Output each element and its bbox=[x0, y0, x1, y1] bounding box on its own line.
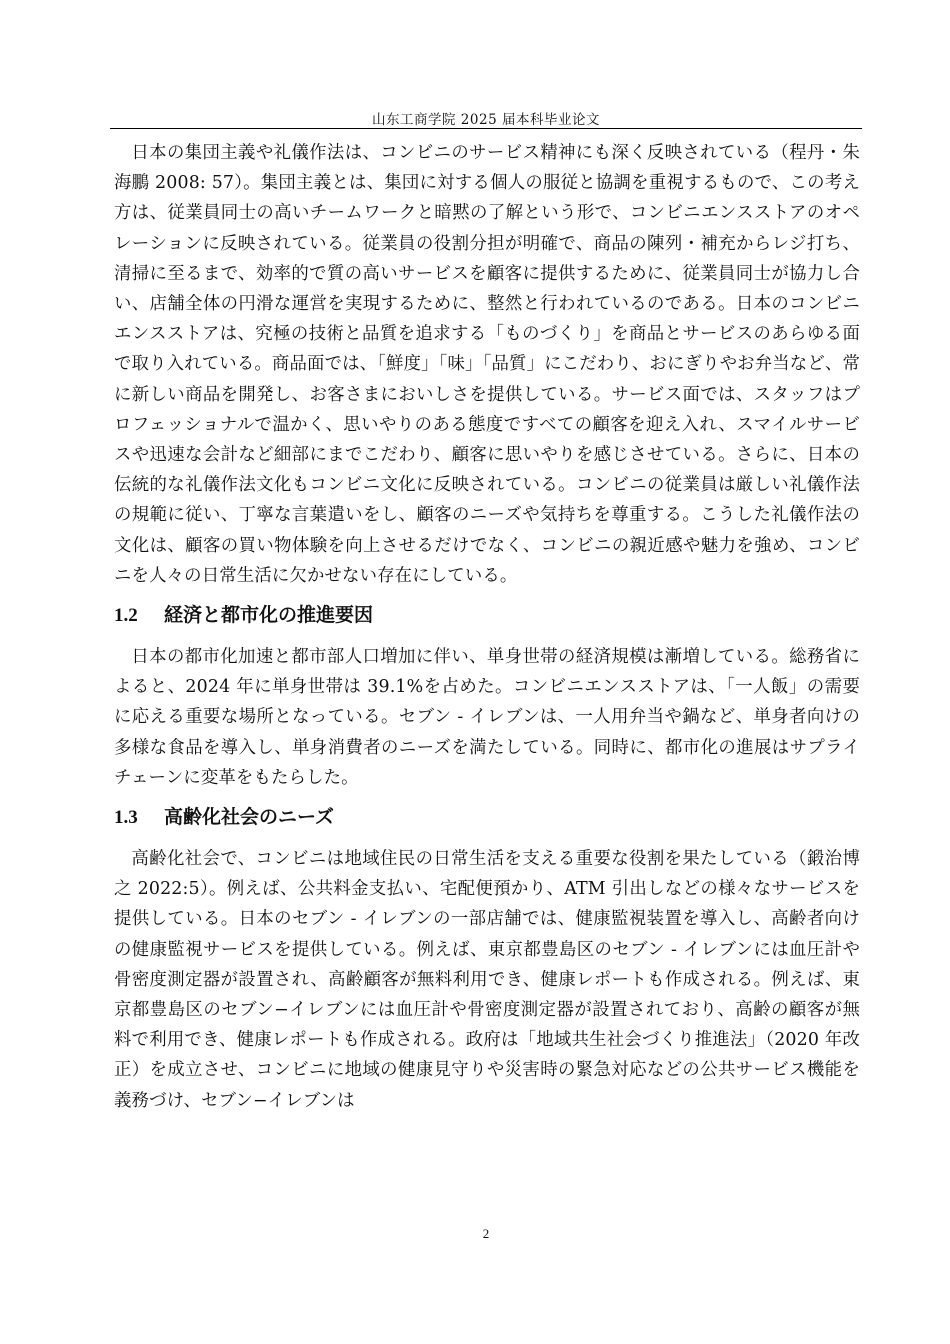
paragraph-collectivism: 日本の集団主義や礼儀作法は、コンビニのサービス精神にも深く反映されている（程丹・朱海鵬 2008: 57）。集団主義とは、集団に対する個人の服従と協調を重視するもので、この考え方は、従業員同士の高いチームワークと暗黙の了解という形で、コンビニエンスストアのオペレーションに反映されている。従業員の役割分担が明確で、商品の陳列・補充からレジ打ち、清掃に至るまで、効率的で質の高いサービスを顧客に提供するために、従業員同士が協力し合い、店舗全体の円滑な運営を実現するために、整然と行われているのである。日本のコンビニエンスストアは、究極の技術と品質を追求する「ものづくり」を商品とサービスのあらゆる面で取り入れている。商品面では、「鮮度」「味」「品質」にこだわり、おにぎりやお弁当など、常に新しい商品を開発し、お客さまにおいしさを提供している。サービス面では、スタッフはプロフェッショナルで温かく、思いやりのある態度ですべての顧客を迎え入れ、スマイルサービスや迅速な会計など細部にまでこだわり、顧客に思いやりを感じさせている。さらに、日本の伝統的な礼儀作法文化もコンビニ文化に反映されている。コンビニの従業員は厳しい礼儀作法の規範に従い、丁寧な言葉遣いをし、顧客のニーズや気持ちを尊重する。こうした礼儀作法の文化は、顧客の買い物体験を向上させるだけでなく、コンビニの親近感や魅力を強め、コンビニを人々の日常生活に欠かせない存在にしている。 bbox=[114, 143, 860, 586]
section-heading-1-2 bbox=[114, 600, 860, 631]
body-text bbox=[114, 138, 860, 1116]
section-number: 1.3 bbox=[114, 807, 138, 829]
section-number: 1.2 bbox=[114, 605, 138, 627]
running-header: 山东工商学院 2025 届本科毕业论文 bbox=[372, 112, 600, 128]
section-title: 経済と都市化の推進要因 bbox=[164, 604, 374, 627]
header-rule bbox=[110, 128, 862, 129]
page-number: 2 bbox=[482, 1226, 490, 1241]
section-heading-1-3 bbox=[114, 802, 860, 833]
paragraph-aging-society: 高齢化社会で、コンビニは地域住民の日常生活を支える重要な役割を果たしている（鍛治博之 2022:5）。例えば、公共料金支払い、宅配便預かり、ATM 引出しなどの様々なサービスを提供している。日本のセブン - イレブンの一部店舗では、健康監視装置を導入し、高齢者向けの健康監視サービスを提供している。例えば、東京都豊島区のセブン - イレブンには血圧計や骨密度測定器が設置され、高齢顧客が無料利用でき、健康レポートも作成される。例えば、東京都豊島区のセブン−イレブンには血圧計や骨密度測定器が設置されており、高齢の顧客が無料で利用でき、健康レポートも作成される。政府は「地域共生社会づくり推進法」（2020 年改正）を成立させ、コンビニに地域の健康見守りや災害時の緊急対応などの公共サービス機能を義務づけ、セブン−イレブンは bbox=[114, 849, 860, 1111]
section-title: 高齢化社会のニーズ bbox=[164, 806, 335, 829]
paragraph-urbanization: 日本の都市化加速と都市部人口増加に伴い、単身世帯の経済規模は漸増している。総務省によると、2024 年に単身世帯は 39.1%を占めた。コンビニエンスストアは、「一人飯」の需要に応える重要な場所となっている。セブン - イレブンは、一人用弁当や鍋など、単身者向けの多様な食品を導入し、単身消費者のニーズを満たしている。同時に、都市化の進展はサプライチェーンに変革をもたらした。 bbox=[114, 647, 860, 788]
